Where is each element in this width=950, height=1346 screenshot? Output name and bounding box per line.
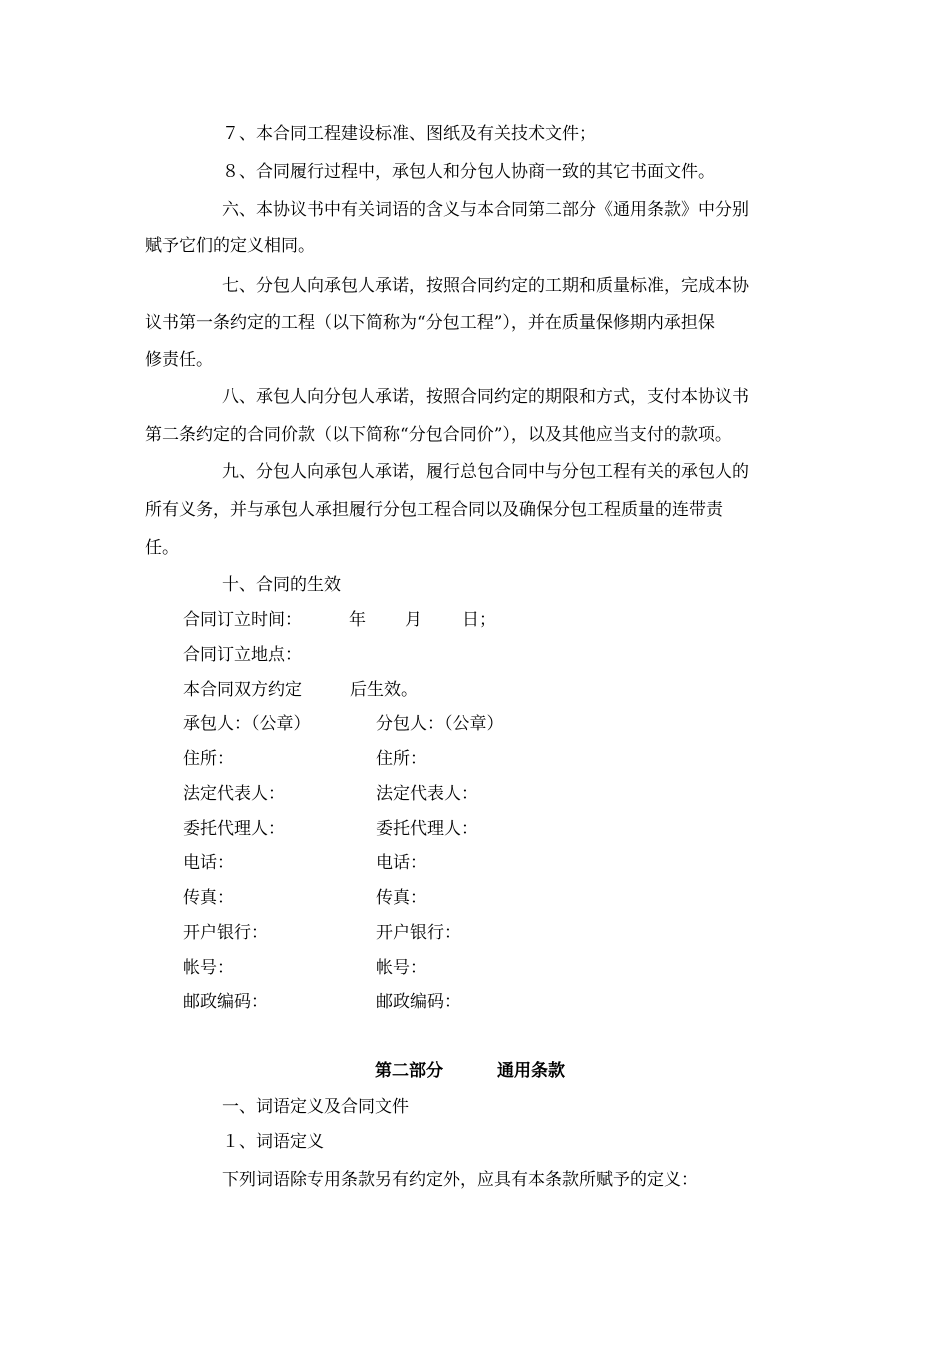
clause-7-line-1: 七、分包人向承包人承诺，按照合同约定的工期和质量标准，完成本协 [222, 276, 749, 296]
subcontractor-postcode: 邮政编码： [376, 992, 461, 1012]
effect-line [183, 680, 418, 700]
item-7: ７、本合同工程建设标准、图纸及有关技术文件； [222, 124, 596, 144]
part-2-title [375, 1061, 565, 1081]
general-terms-label: 通用条款 [497, 1061, 565, 1081]
subcontractor-header: 分包人：（公章） [376, 714, 504, 734]
contractor-postcode: 邮政编码： [183, 992, 268, 1012]
section-1-heading: 一、词语定义及合同文件 [222, 1097, 409, 1117]
clause-6-line-2: 赋予它们的定义相同。 [145, 236, 315, 256]
contractor-header: 承包人：（公章） [183, 714, 311, 734]
contractor-fax: 传真： [183, 888, 234, 908]
clause-9-line-3: 任。 [145, 538, 179, 558]
sign-month: 月 [405, 610, 422, 630]
sign-day: 日； [462, 610, 496, 630]
subcontractor-legal-rep: 法定代表人： [376, 784, 478, 804]
clause-8-line-2: 第二条约定的合同价款（以下简称“分包合同价”），以及其他应当支付的款项。 [145, 425, 732, 445]
clause-6-line-1: 六、本协议书中有关词语的含义与本合同第二部分《通用条款》中分别 [222, 200, 749, 220]
contractor-address: 住所： [183, 749, 234, 769]
clause-7-line-3: 修责任。 [145, 350, 213, 370]
sign-time-label: 合同订立时间： [183, 610, 302, 630]
effect-prefix: 本合同双方约定 [183, 680, 302, 700]
clause-8-line-1: 八、承包人向分包人承诺，按照合同约定的期限和方式，支付本协议书 [222, 387, 749, 407]
subcontractor-account: 帐号： [376, 958, 427, 978]
subcontractor-bank: 开户银行： [376, 923, 461, 943]
definitions-intro: 下列词语除专用条款另有约定外，应具有本条款所赋予的定义： [222, 1170, 698, 1190]
sign-place-label: 合同订立地点： [183, 645, 302, 665]
effect-suffix: 后生效。 [350, 680, 418, 700]
clause-10-heading: 十、合同的生效 [222, 575, 341, 595]
subcontractor-phone: 电话： [376, 853, 427, 873]
sign-time-line [183, 610, 496, 630]
contractor-legal-rep: 法定代表人： [183, 784, 285, 804]
clause-9-line-1: 九、分包人向承包人承诺，履行总包合同中与分包工程有关的承包人的 [222, 462, 749, 482]
clause-7-line-2: 议书第一条约定的工程（以下简称为“分包工程”），并在质量保修期内承担保 [145, 313, 715, 333]
clause-9-line-2: 所有义务，并与承包人承担履行分包工程合同以及确保分包工程质量的连带责 [145, 500, 723, 520]
sign-year: 年 [349, 610, 366, 630]
contractor-phone: 电话： [183, 853, 234, 873]
contractor-bank: 开户银行： [183, 923, 268, 943]
part-2-label: 第二部分 [375, 1061, 443, 1081]
subsection-1-heading: １、词语定义 [222, 1132, 324, 1152]
subcontractor-address: 住所： [376, 749, 427, 769]
item-8: ８、合同履行过程中，承包人和分包人协商一致的其它书面文件。 [222, 162, 715, 182]
contractor-agent: 委托代理人： [183, 819, 285, 839]
contractor-account: 帐号： [183, 958, 234, 978]
subcontractor-fax: 传真： [376, 888, 427, 908]
subcontractor-agent: 委托代理人： [376, 819, 478, 839]
